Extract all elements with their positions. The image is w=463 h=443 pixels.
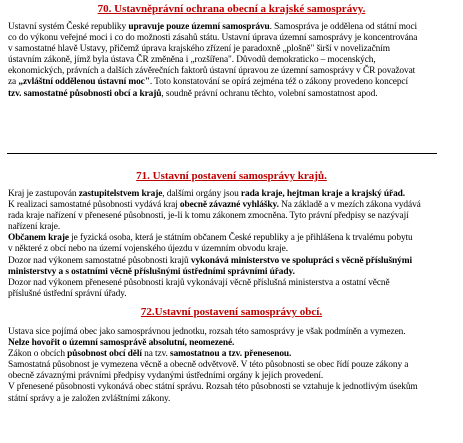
text-run: nařízení kraje. xyxy=(8,222,61,233)
section-70 xyxy=(0,3,463,100)
bold-text: upravuje pouze územní samosprávu xyxy=(128,22,270,32)
text-run: obecně závaznými právními předpisy vydanými ústředními orgány k jejich provedení. xyxy=(8,371,324,382)
paragraph-line xyxy=(8,233,463,244)
text-run: Ustava sice pojímá obec jako samosprávnou jednotku, rozsah této samosprávy je však podmíněn a vymezen. xyxy=(8,327,406,337)
text-run: K realizaci samostatné působnosti vydává kraj xyxy=(8,200,180,211)
paragraph-line xyxy=(8,244,463,255)
text-run: za xyxy=(8,77,19,88)
text-run: Zákon o obcích xyxy=(8,349,68,360)
text-run: , dalšími orgány jsou xyxy=(162,189,241,199)
bold-text: působnost obcí dělí xyxy=(67,349,142,360)
bold-text: zastupitelstvem kraje xyxy=(78,189,163,199)
text-run: ústavním zákoně, jímž byla ústava ČR změněna i „rozšířena". Důvodů demokraticko – mocenských, xyxy=(8,55,376,66)
paragraph-line xyxy=(8,189,463,200)
paragraph-line xyxy=(8,200,463,211)
paragraph-line xyxy=(8,89,463,100)
paragraph-line xyxy=(8,349,463,360)
text-run: . Toto konstatování se opírá zejména též o zákony provedeno koncepcí xyxy=(149,77,408,88)
text-run: Samostatná působnost je vymezena věcně a obecně odvětvově. V této působnosti se obec řídí pouze zákony a xyxy=(8,360,409,371)
text-run: příslušné ústřední správní úřady. xyxy=(8,288,127,299)
section-72-title: 72.Ustavní postavení samosprávy obcí. xyxy=(140,306,323,318)
section-72-body xyxy=(8,327,463,405)
text-run: , soudně právní ochranu těchto, volební samostatnost apod. xyxy=(161,88,378,99)
text-run: Ustavní systém České republiky xyxy=(8,22,129,32)
paragraph-line xyxy=(8,77,463,88)
paragraph-line xyxy=(8,382,463,393)
bold-text: samostatnou a tzv. přenesenou. xyxy=(170,349,292,360)
paragraph-line xyxy=(8,338,463,349)
section-70-body xyxy=(8,22,463,100)
text-run: V přenesené působnosti vykonává obec státní správu. Rozsah této působnosti se vztahuje k jednotlivým úsekům xyxy=(8,382,418,393)
paragraph-line xyxy=(8,289,463,300)
section-71-body xyxy=(8,189,463,300)
paragraph-line xyxy=(8,371,463,382)
paragraph-line xyxy=(8,22,463,33)
bold-text: Nelze hovořit o územní samosprávě absolutní, neomezené. xyxy=(8,338,235,349)
section-70-title: 70. Ustavněprávní ochrana obecní a krajské samosprávy. xyxy=(97,3,366,15)
text-run: rada kraje nařízení v přenesené působnosti, je-li k tomu zákonem zmocněna. Tyto právní předpisy se nazývají xyxy=(8,211,409,222)
section-72 xyxy=(0,306,463,405)
text-run: státní správy a je založen zvláštními zákony. xyxy=(8,393,171,404)
paragraph-line xyxy=(8,267,463,278)
paragraph-line xyxy=(8,222,463,233)
bold-text: Občanem kraje xyxy=(8,233,69,244)
paragraph-line xyxy=(8,327,463,338)
bold-text: vykonává ministerstvo ve spolupráci s věcně příslušnými xyxy=(190,255,412,266)
text-run: Kraj je zastupován xyxy=(8,189,79,199)
text-run: Dozor nad výkonem přenesené působnosti krajů vykonávají věcně příslušná ministerstva a ostatní věcně xyxy=(8,277,390,288)
text-run: na tzv. xyxy=(141,349,171,360)
bold-text: tzv. samostatné působnosti obcí a krajů xyxy=(8,88,162,99)
text-run: ekonomických, právních a dalších závěrečních faktorů ústavní úpravou ze územní samosprávy v ČR považovat xyxy=(8,66,416,77)
section-divider xyxy=(7,153,437,154)
paragraph-line xyxy=(8,33,463,44)
paragraph-line xyxy=(8,211,463,222)
section-71 xyxy=(0,170,463,300)
paragraph-line xyxy=(8,394,463,405)
paragraph-line xyxy=(8,44,463,55)
paragraph-line xyxy=(8,55,463,66)
paragraph-line xyxy=(8,278,463,289)
bold-text: „zvláštní oddělenou ústavní moc" xyxy=(18,77,150,88)
text-run: . Samospráva je oddělena od státní moci xyxy=(269,22,418,32)
text-run: v samostatné hlavě Ustavy, přičemž úprava krajského zřízení je paradoxně „plošně" širší v novelizačním xyxy=(8,44,390,55)
bold-text: ministerstvy a s ostatními věcně příslušnými ústředními správními úřady. xyxy=(8,266,295,277)
bold-text: obecně závazné vyhlášky. xyxy=(179,200,279,211)
text-run: je fyzická osoba, která je státním občanem České republiky a je přihlášena k trvalému pobytu xyxy=(68,233,413,244)
text-run: co do výkonu veřejné moci i co do možnosti zásahů státu. Ustavní úprava územní samosprávy je koncentrována xyxy=(8,33,418,44)
text-run: Dozor nad výkonem samostatné působnosti krajů xyxy=(8,255,191,266)
section-71-title: 71. Ustavní postavení samosprávy krajů. xyxy=(136,170,327,182)
paragraph-line xyxy=(8,256,463,267)
text-run: Na základě a v mezích zákona vydává xyxy=(278,200,421,211)
paragraph-line xyxy=(8,360,463,371)
text-run: v některé z obcí nebo na území vojenského újezdu v územním obvodu kraje. xyxy=(8,244,288,255)
bold-text: rada kraje, hejtman kraje a krajský úřad. xyxy=(240,189,406,199)
paragraph-line xyxy=(8,66,463,77)
